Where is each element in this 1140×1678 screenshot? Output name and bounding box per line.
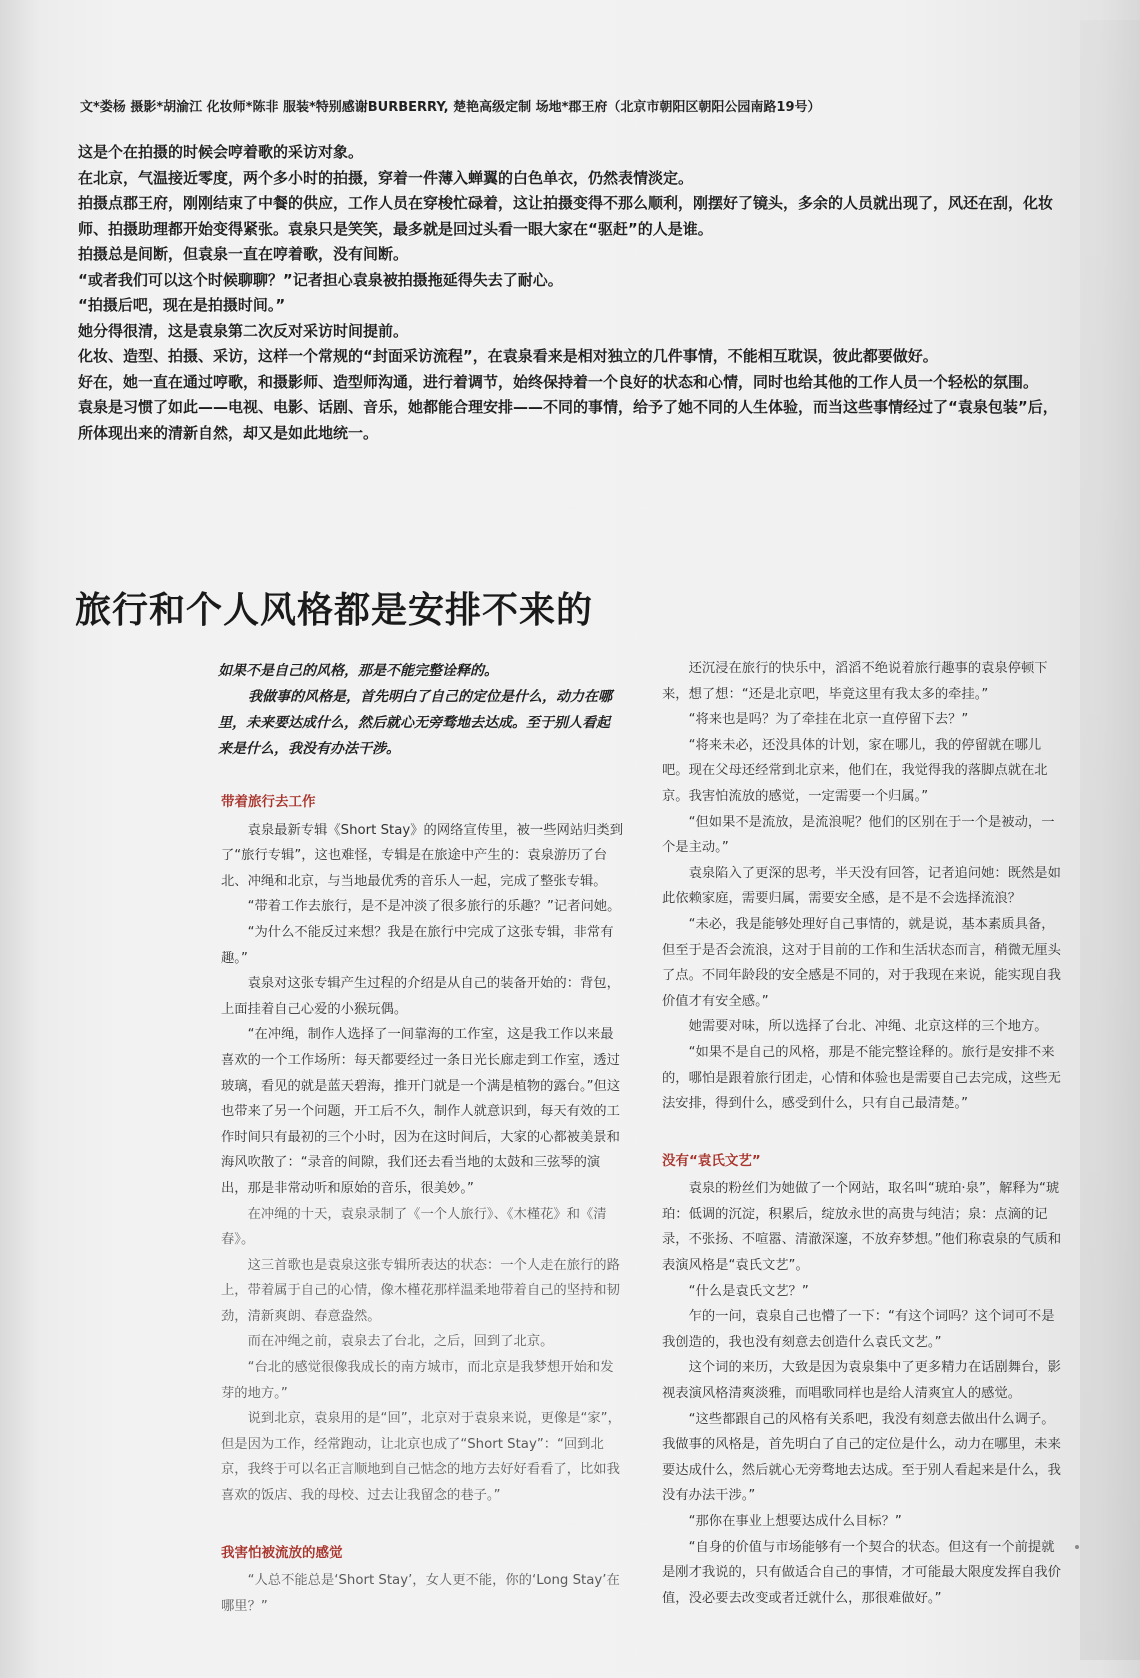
intro-paragraph: 拍摄点郡王府，刚刚结束了中餐的供应，工作人员在穿梭忙碌着，这让拍摄变得不那么顺利，刚摆好了镜头，多余的人员就出现了，风还在刮，化妆师、拍摄助理都开始变得紧张。袁泉只是笑笑，最多就是回过头看一眼大家在“驱赶”的人是谁。 (78, 194, 1054, 238)
body-paragraph: “为什么不能反过来想？我是在旅行中完成了这张专辑，非常有趣。” (221, 924, 614, 966)
intro-block (78, 140, 1058, 446)
subheading: 没有“袁氏文艺” (662, 1152, 761, 1169)
body-paragraph: “自身的价值与市场能够有一个契合的状态。但这有一个前提就是刚才我说的，只有做适合自己的事情，才可能最大限度发挥自我价值，没必要去改变或者迁就什么，那很难做好。” (662, 1539, 1061, 1606)
intro-paragraph: 袁泉是习惯了如此——电视、电影、话剧、音乐，她都能合理安排——不同的事情，给予了她不同的人生体验，而当这些事情经过了“袁泉包装”后，所体现出来的清新自然，却又是如此地统一。 (78, 398, 1058, 442)
section-headline: 旅行和个人风格都是安排不来的 (75, 590, 594, 631)
intro-paragraph: 拍摄总是间断，但袁泉一直在哼着歌，没有间断。 (78, 245, 409, 263)
credits-line: 文*娄杨 摄影*胡渝江 化妆师*陈非 服装*特别感谢BURBERRY, 楚艳高级定制 场地*郡王府（北京市朝阳区朝阳公园南路19号） (80, 100, 821, 115)
body-paragraph: “如果不是自己的风格，那是不能完整诠释的。旅行是安排不来的，哪怕是跟着旅行团走，心情和体验也是需要自己去完成，这些无法安排，得到什么，感受到什么，只有自己最清楚。” (662, 1044, 1061, 1112)
body-paragraph: 这个词的来历，大致是因为袁泉集中了更多精力在话剧舞台，影视表演风格清爽淡雅，而唱歌同样也是给人清爽宜人的感觉。 (662, 1360, 1061, 1402)
body-paragraph: 这三首歌也是袁泉这张专辑所表达的状态：一个人走在旅行的路上，带着属于自己的心情，像木槿花那样温柔地带着自己的坚持和韧劲，清新爽朗、春意盎然。 (221, 1257, 620, 1324)
intro-paragraph: 化妆、造型、拍摄、采访，这样一个常规的“封面采访流程”，在袁泉看来是相对独立的几件事情，不能相互耽误，彼此都要做好。 (78, 347, 938, 365)
body-paragraph: “什么是袁氏文艺？” (688, 1283, 809, 1299)
right-column (662, 656, 1062, 1611)
intro-paragraph: 她分得很清，这是袁泉第二次反对采访时间提前。 (78, 321, 409, 340)
pull-quote (218, 658, 622, 762)
page-dot (1075, 1545, 1079, 1549)
body-paragraph: “但如果不是流放，是流浪呢？他们的区别在于一个是被动，一个是主动。” (662, 814, 1055, 856)
body-paragraph: “将来也是吗？为了牵挂在北京一直停留下去？” (688, 712, 969, 728)
pull-quote-line: 如果不是自己的风格，那是不能完整诠释的。 (218, 663, 498, 679)
facing-page-bleed (1080, 20, 1140, 1660)
body-paragraph: “未必，我是能够处理好自己事情的，就是说，基本素质具备，但至于是否会流浪，这对于目前的工作和生活状态而言，稍微无厘头了点。不同年龄段的安全感是不同的，对于我现在来说，能实现自我价值才有安全感。” (662, 916, 1061, 1009)
body-paragraph: 还沉浸在旅行的快乐中，滔滔不绝说着旅行趣事的袁泉停顿下来，想了想：“还是北京吧，毕竟这里有我太多的牵挂。” (662, 661, 1048, 702)
body-paragraph: “带着工作去旅行，是不是冲淡了很多旅行的乐趣？”记者问她。 (247, 899, 621, 915)
body-paragraph: “这些都跟自己的风格有关系吧，我没有刻意去做出什么调子。我做事的风格是，首先明白了自己的定位是什么，动力在哪里，未来要达成什么，然后就心无旁骛地去达成。至于别人看起来是什么，我没有办法干涉。” (662, 1411, 1061, 1504)
subheading: 带着旅行去工作 (221, 794, 316, 810)
subheading: 我害怕被流放的感觉 (221, 1544, 343, 1561)
body-paragraph: 袁泉的粉丝们为她做了一个网站，取名叫“琥珀·泉”，解释为“琥珀：低调的沉淀，积累后，绽放永世的高贵与纯洁；泉：点滴的记录，不张扬、不喧嚣、清澈深邃，不放弃梦想。”他们称袁泉的气质和表演风格是“袁氏文艺”。 (662, 1181, 1062, 1274)
intro-paragraph: “或者我们可以这个时候聊聊？”记者担心袁泉被拍摄拖延得失去了耐心。 (78, 270, 563, 289)
body-paragraph: 她需要对味，所以选择了台北、冲绳、北京这样的三个地方。 (688, 1019, 1048, 1035)
intro-paragraph: 这是个在拍摄的时候会哼着歌的采访对象。 (78, 143, 364, 161)
body-paragraph: 在冲绳的十天，袁泉录制了《一个人旅行》、《木槿花》和《清春》。 (221, 1206, 607, 1248)
body-paragraph: “台北的感觉很像我成长的南方城市，而北京是我梦想开始和发芽的地方。” (221, 1360, 614, 1401)
body-paragraph: 而在冲绳之前，袁泉去了台北，之后，回到了北京。 (247, 1334, 554, 1350)
intro-paragraph: “拍摄后吧，现在是拍摄时间。” (78, 296, 286, 314)
body-paragraph: “在冲绳，制作人选择了一间靠海的工作室，这是我工作以来最喜欢的一个工作场所：每天都要经过一条日光长廊走到工作室，透过玻璃，看见的就是蓝天碧海，推开门就是一个满是植物的露台。”但这也带来了另一个问题，开工后不久，制作人就意识到，每天有效的工作时间只有最初的三个小时，因为在这时间后，大家的心都被美景和海风吹散了：“录音的间隙，我们还去看当地的太鼓和三弦琴的演出，那是非常动听和原始的音乐，很美妙。” (221, 1027, 621, 1196)
pull-quote-line: 我做事的风格是，首先明白了自己的定位是什么，动力在哪里，未来要达成什么，然后就心无旁骛地去达成。至于别人看起来是什么，我没有办法干涉。 (218, 689, 612, 757)
body-paragraph: 袁泉对这张专辑产生过程的介绍是从自己的装备开始的：背包，上面挂着自己心爱的小猴玩偶。 (221, 976, 620, 1017)
intro-paragraph: 好在，她一直在通过哼歌，和摄影师、造型师沟通，进行着调节，始终保持着一个良好的状态和心情，同时也给其他的工作人员一个轻松的氛围。 (78, 372, 1039, 391)
body-paragraph: 乍的一问，袁泉自己也懵了一下：“有这个词吗？这个词可不是我创造的，我也没有刻意去创造什么袁氏文艺。” (662, 1309, 1055, 1350)
body-paragraph: 说到北京，袁泉用的是“回”，北京对于袁泉来说，更像是“家”，但是因为工作，经常跑动，让北京也成了“Short Stay”：“回到北京，我终于可以名正言顺地到自己惦念的地方去好好看看了，比如我喜欢的饭店、我的母校、过去让我留念的巷子。” (221, 1411, 621, 1504)
intro-paragraph: 在北京，气温接近零度，两个多小时的拍摄，穿着一件薄入蝉翼的白色单衣，仍然表情淡定。 (78, 168, 694, 187)
body-paragraph: “那你在事业上想要达成什么目标？” (688, 1514, 902, 1529)
body-paragraph: 袁泉陷入了更深的思考，半天没有回答，记者追问她：既然是如此依赖家庭，需要归属，需要安全感，是不是不会选择流浪？ (662, 865, 1061, 907)
body-paragraph: “将来未必，还没具体的计划，家在哪儿，我的停留就在哪儿吧。现在父母还经常到北京来，他们在，我觉得我的落脚点就在北京。我害怕流放的感觉，一定需要一个归属。” (662, 737, 1048, 804)
left-column (221, 790, 624, 1619)
body-paragraph: 袁泉最新专辑《Short Stay》的网络宣传里，被一些网站归类到了“旅行专辑”，这也难怪，专辑是在旅途中产生的：袁泉游历了台北、冲绳和北京，与当地最优秀的音乐人一起，完成了整张专辑。 (221, 822, 624, 889)
body-paragraph: “人总不能总是‘Short Stay’，女人更不能，你的‘Long Stay’在哪里？” (221, 1573, 620, 1614)
